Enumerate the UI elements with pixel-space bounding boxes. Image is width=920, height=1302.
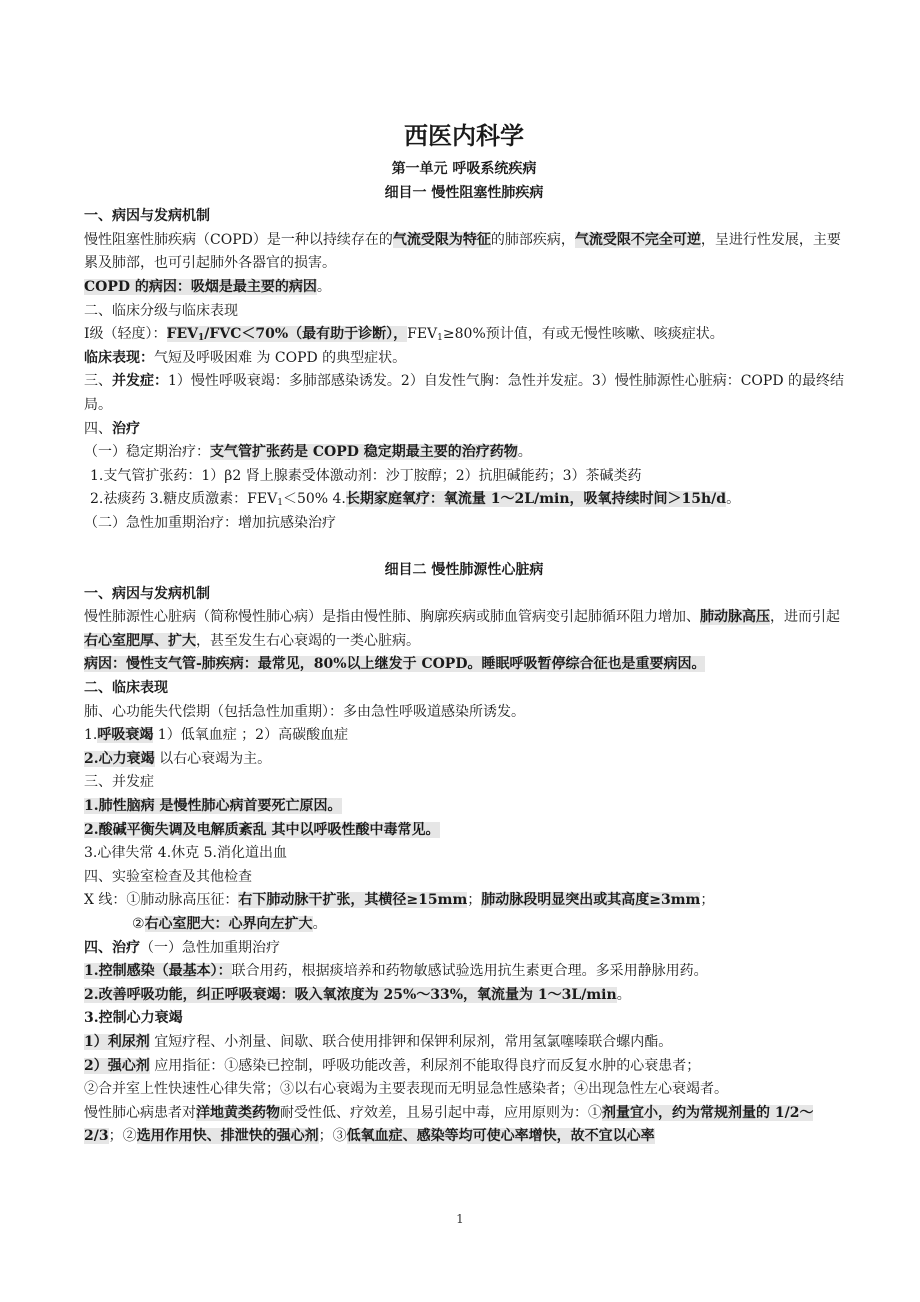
paragraph-control-heart-failure: 3.控制心力衰竭 [84, 1010, 183, 1027]
paragraph-respiratory-function: 2.改善呼吸功能，纠正呼吸衰竭：吸入氧浓度为 25%～33%，氧流量为 1～3L/min。 [84, 986, 631, 1003]
heading-complications-2: 三、并发症 [84, 774, 154, 791]
paragraph-heart-failure: 2.心力衰竭 以右心衰竭为主。 [84, 750, 272, 767]
heading-clinical-2: 二、临床表现 [84, 680, 168, 697]
heading-lab-tests: 四、实验室检查及其他检查 [84, 868, 252, 885]
paragraph-copd-definition: 慢性阻塞性肺疾病（COPD）是一种以持续存在的气流受限为特征的肺部疾病，气流受限不完全可逆，呈进行性发展，主要累及肺部，也可引起肺外各器官的损害。 [84, 231, 841, 272]
section-title-cor-pulmonale: 细目二 慢性肺源性心脏病 [384, 562, 544, 579]
section-title-copd: 细目一 慢性阻塞性肺疾病 [384, 184, 544, 201]
heading-treatment: 四、治疗 [84, 420, 140, 437]
document-body [84, 118, 844, 1149]
paragraph-complications: 三、并发症：1）慢性呼吸衰竭：多肺部感染诱发。2）自发性气胸：急性并发症。3）慢性肺源性心脏病：COPD 的最终结局。 [84, 373, 845, 413]
paragraph-control-infection: 1.控制感染（最基本）：联合用药，根据痰培养和药物敏感试验选用抗生素更合理。多采用静脉用药。 [84, 963, 708, 980]
paragraph-oxygen-therapy: 2.祛痰药 3.糖皮质激素：$FEV_1<50\%$ 4.长期家庭氧疗：氧流量 1～2L/min，吸氧持续时间＞15h/d。 [90, 491, 741, 509]
paragraph-stable-treatment: （一）稳定期治疗：支气管扩张药是 COPD 稳定期最主要的治疗药物。 [84, 444, 532, 461]
paragraph-decompensation: 肺、心功能失代偿期（包括急性加重期）：多由急性呼吸道感染所诱发。 [84, 703, 525, 720]
paragraph-grade-mild: I级（轻度）：$FEV_1/FVC<70\%$（最有助于诊断），$FEV_1\ge 80\%$预计值，有或无慢性咳嗽、咳痰症状。 [84, 326, 724, 344]
heading-treatment-2: 四、治疗（一）急性加重期治疗 [84, 939, 280, 956]
paragraph-xray-1: X 线：①肺动脉高压征：右下肺动脉干扩张，其横径≥15mm；肺动脉段明显突出或其高度≥3mm； [84, 892, 715, 909]
heading-etiology: 一、病因与发病机制 [84, 208, 210, 225]
paragraph-cor-pulmonale-cause: 病因：慢性支气管-肺疾病：最常见，80%以上继发于 COPD。睡眠呼吸暂停综合征也是重要病因。 [84, 656, 706, 673]
heading-grading: 二、临床分级与临床表现 [84, 302, 238, 319]
heading-etiology-2: 一、病因与发病机制 [84, 585, 210, 602]
paragraph-respiratory-failure: 1.呼吸衰竭 1）低氧血症 ；2）高碳酸血症 [84, 727, 349, 744]
paragraph-diuretics: 1）利尿剂 宜短疗程、小剂量、间歇、联合使用排钾和保钾利尿剂，常用氢氯噻嗪联合螺内酯。 [84, 1033, 673, 1050]
paragraph-cor-pulmonale-definition: 慢性肺源性心脏病（简称慢性肺心病）是指由慢性肺、胸廓疾病或肺血管病变引起肺循环阻力增加、肺动脉高压，进而引起右心室肥厚、扩大，甚至发生右心衰竭的一类心脏病。 [84, 609, 840, 649]
page-title: 西医内科学 [404, 121, 524, 150]
paragraph-pulmonary-encephalopathy: 1.肺性脑病 是慢性肺心病首要死亡原因。 [84, 798, 342, 815]
paragraph-xray-2: ②右心室肥大：心界向左扩大。 [132, 916, 327, 932]
paragraph-acid-base: 2.酸碱平衡失调及电解质紊乱 其中以呼吸性酸中毒常见。 [84, 821, 440, 838]
paragraph-bronchodilators: 1.支气管扩张药：1）β2 肾上腺素受体激动剂：沙丁胺醇；2）抗胆碱能药；3）茶碱类药 [90, 467, 642, 484]
unit-title: 第一单元 呼吸系统疾病 [391, 161, 537, 177]
page-number: 1 [456, 1212, 464, 1226]
paragraph-other-complications: 3.心律失常 4.休克 5.消化道出血 [84, 845, 287, 862]
paragraph-clinical: 临床表现：气短及呼吸困难 为 COPD 的典型症状。 [84, 349, 407, 366]
paragraph-acute-treatment: （二）急性加重期治疗：增加抗感染治疗 [84, 514, 336, 531]
paragraph-digitalis: 慢性肺心病患者对洋地黄类药物耐受性低、疗效差，且易引起中毒，应用原则为：①剂量宜小，约为常规剂量的 1/2～2/3；②选用作用快、排泄快的强心剂；③低氧血症、感染等均可使心率增快，故不宜以心率 [84, 1104, 814, 1145]
paragraph-cardiotonic-indications: ②合并室上性快速性心律失常；③以右心衰竭为主要表现而无明显急性感染者；④出现急性左心衰竭者。 [84, 1081, 728, 1098]
paragraph-copd-cause: COPD 的病因：吸烟是最主要的病因。 [84, 278, 331, 295]
paragraph-cardiotonics: 2）强心剂 应用指征：①感染已控制，呼吸功能改善，利尿剂不能取得良疗而反复水肿的心衰患者； [84, 1057, 701, 1074]
